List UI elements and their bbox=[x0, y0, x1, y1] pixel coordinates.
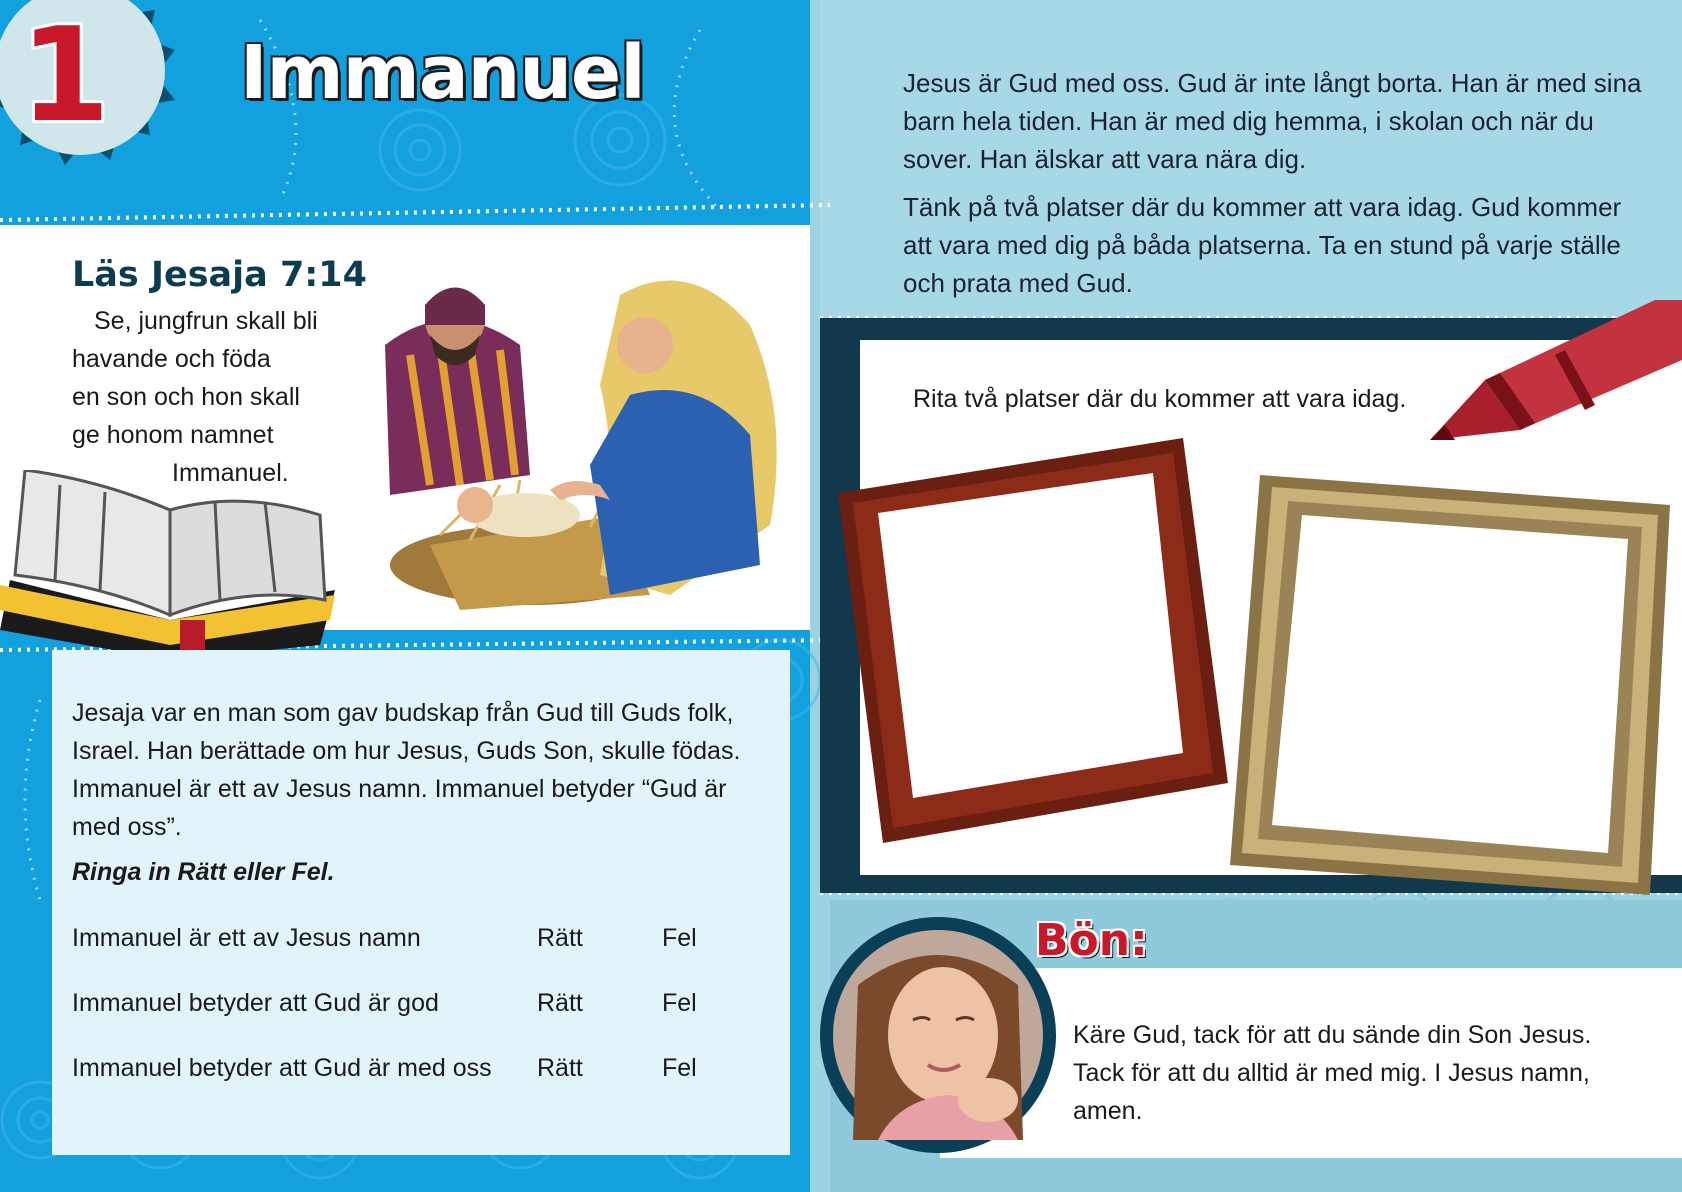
quiz-statement: Immanuel betyder att Gud är god bbox=[72, 989, 439, 1017]
verse-line: Immanuel. bbox=[172, 459, 289, 487]
picture-frame-2[interactable] bbox=[1230, 475, 1670, 895]
lesson-number-badge bbox=[0, 0, 190, 170]
quiz-intro-text: Jesaja var en man som gav budskap från Gud till Guds folk, Israel. Han berättade om hur Jesus, Guds Son, skulle födas. Immanuel är ett av Jesus namn. Immanuel betyder “Gud är med oss”. bbox=[72, 699, 741, 841]
true-option[interactable]: Rätt bbox=[537, 989, 583, 1017]
reading-heading: Läs Jesaja 7:14 bbox=[72, 255, 368, 295]
quiz-row bbox=[72, 989, 772, 1029]
prayer-text: Käre Gud, tack för att du sände din Son Jesus. Tack för att du alltid är med mig. I Jesus namn, amen. bbox=[1073, 1021, 1592, 1125]
intro-text bbox=[903, 64, 1643, 312]
verse-text bbox=[72, 302, 332, 492]
page-title: Immanuel bbox=[240, 30, 645, 116]
picture-frame-1[interactable] bbox=[838, 438, 1238, 858]
verse-line: Se, jungfrun skall bli bbox=[94, 307, 318, 335]
false-option[interactable]: Fel bbox=[662, 989, 697, 1017]
quiz-statement: Immanuel är ett av Jesus namn bbox=[72, 924, 421, 952]
true-option[interactable]: Rätt bbox=[537, 1054, 583, 1082]
quiz-row bbox=[72, 1054, 772, 1094]
nativity-illustration bbox=[370, 265, 810, 620]
false-option[interactable]: Fel bbox=[662, 924, 697, 952]
verse-line: havande och föda bbox=[72, 345, 271, 373]
intro-paragraph-2: Tänk på två platser där du kommer att vara idag. Gud kommer att vara med dig på båda platserna. Ta en stund på varje ställe och prata med Gud. bbox=[903, 192, 1622, 298]
prayer-title: Bön: bbox=[1035, 915, 1148, 966]
praying-girl-avatar bbox=[818, 915, 1058, 1155]
crayon-icon bbox=[1425, 300, 1682, 450]
intro-paragraph-1: Jesus är Gud med oss. Gud är inte långt borta. Han är med sina barn hela tiden. Han är med dig hemma, i skolan och när du sover. Han älskar att vara nära dig. bbox=[903, 68, 1642, 174]
quiz-row bbox=[72, 924, 772, 964]
false-option[interactable]: Fel bbox=[662, 1054, 697, 1082]
quiz-instruction: Ringa in Rätt eller Fel. bbox=[72, 858, 335, 886]
drawing-prompt: Rita två platser där du kommer att vara idag. bbox=[913, 385, 1407, 413]
lesson-number: 1 bbox=[19, 0, 111, 151]
true-option[interactable]: Rätt bbox=[537, 924, 583, 952]
verse-line: ge honom namnet bbox=[72, 421, 274, 449]
quiz-statement: Immanuel betyder att Gud är med oss bbox=[72, 1054, 492, 1082]
verse-line: en son och hon skall bbox=[72, 383, 300, 411]
